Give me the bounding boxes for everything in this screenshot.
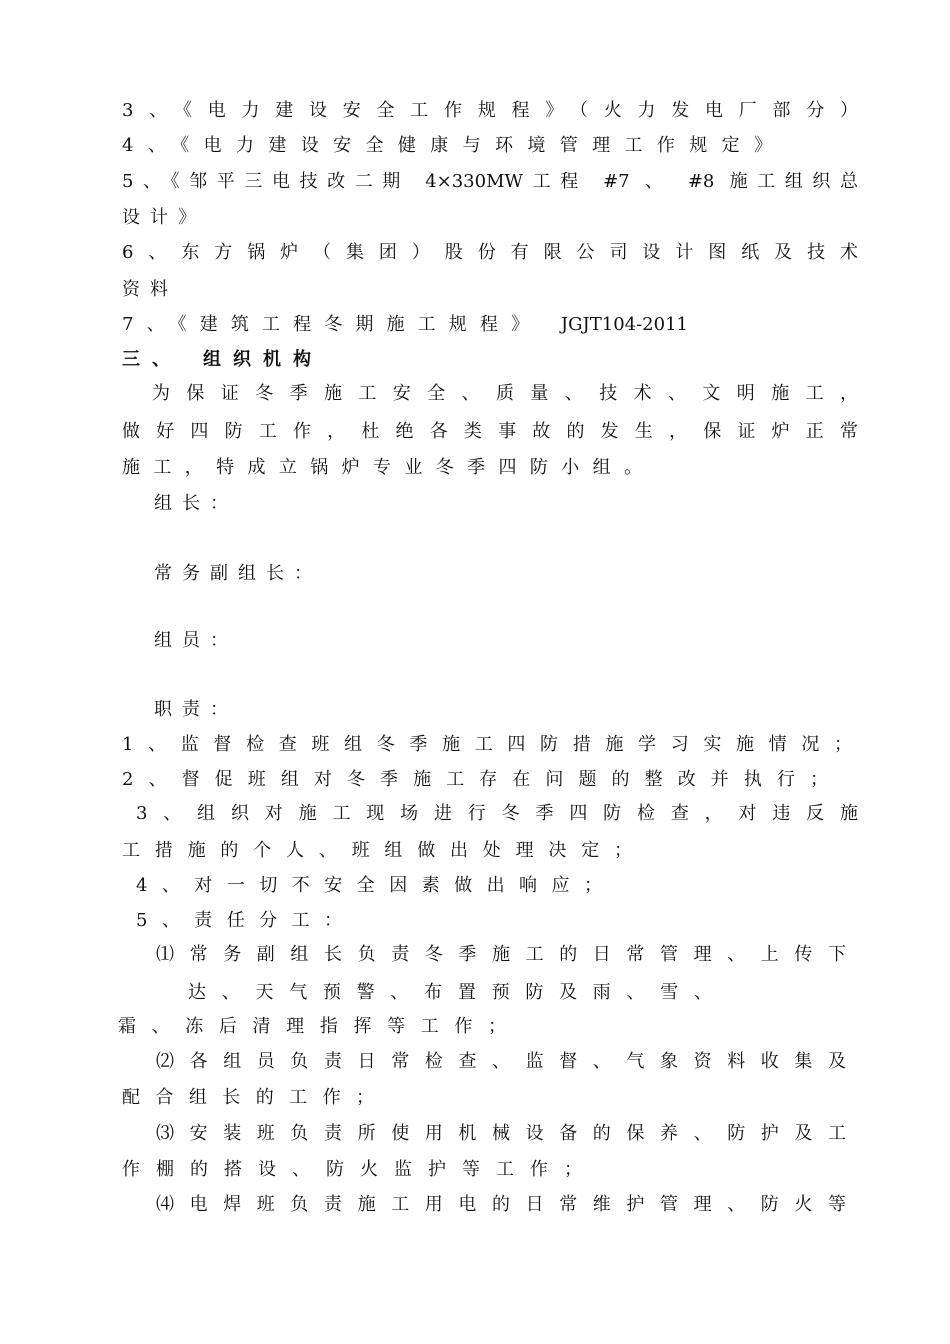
para-line-3: 施工，特成立锅炉专业冬季四防小组。 — [122, 457, 642, 478]
duty-3: 3、组织对施工现场进行冬季四防检查，对违反施 — [136, 803, 858, 824]
division-3-cont: 作棚的搭设、防火监护等工作； — [122, 1159, 582, 1180]
division-1-cont-b: 霜、冻后清理指挥等工作； — [118, 1016, 506, 1037]
ref-line-6: 6、东方锅炉（集团）股份有限公司设计图纸及技术 — [122, 242, 858, 263]
division-3: ⑶安装班负责所使用机械设备的保养、防护及工 — [156, 1123, 846, 1144]
label-executive-deputy: 常务副组长： — [154, 563, 322, 584]
section-heading: 三、 组织机构 — [122, 349, 323, 370]
division-2-cont: 配合组长的工作； — [122, 1087, 374, 1108]
division-1-cont-a: 达、天气预警、布置预防及雨、雪、 — [188, 982, 712, 1003]
para-line-2: 做好四防工作，杜绝各类事故的发生，保证炉正常 — [122, 421, 858, 442]
division-1: ⑴常务副组长负责冬季施工的日常管理、上传下 — [156, 944, 846, 965]
ref-line-7: 7、《建筑工程冬期施工规程》 JGJT104-2011 — [122, 314, 688, 335]
duty-5: 5、责任分工： — [136, 910, 342, 931]
duty-1: 1、监督检查班组冬季施工四防措施学习实施情况； — [122, 734, 852, 755]
label-team-leader: 组长： — [154, 493, 238, 514]
division-4: ⑷电焊班负责施工用电的日常维护管理、防火等 — [156, 1194, 846, 1215]
label-duties: 职责： — [154, 699, 238, 720]
para-line-1: 为保证冬季施工安全、质量、技术、文明施工， — [152, 383, 858, 404]
ref-line-5-cont: 设计》 — [122, 207, 206, 228]
ref-line-3: 3、《电力建设安全工作规程》（火力发电厂部分） — [122, 100, 858, 121]
ref-line-6-cont: 资料 — [122, 279, 178, 300]
duty-3-cont: 工措施的个人、班组做出处理决定； — [122, 840, 632, 861]
ref-line-4: 4、《电力建设安全健康与环境管理工作规定》 — [122, 135, 772, 156]
label-members: 组员： — [154, 630, 238, 651]
duty-2: 2、督促班组对冬季施工存在问题的整改并执行； — [122, 769, 828, 790]
ref-line-5: 5、《邹平三电技改二期 4×330MW工程 #7 、 #8 施工组织总 — [122, 171, 858, 192]
division-2: ⑵各组员负责日常检查、监督、气象资料收集及 — [156, 1051, 846, 1072]
duty-4: 4、对一切不安全因素做出响应； — [136, 875, 602, 896]
